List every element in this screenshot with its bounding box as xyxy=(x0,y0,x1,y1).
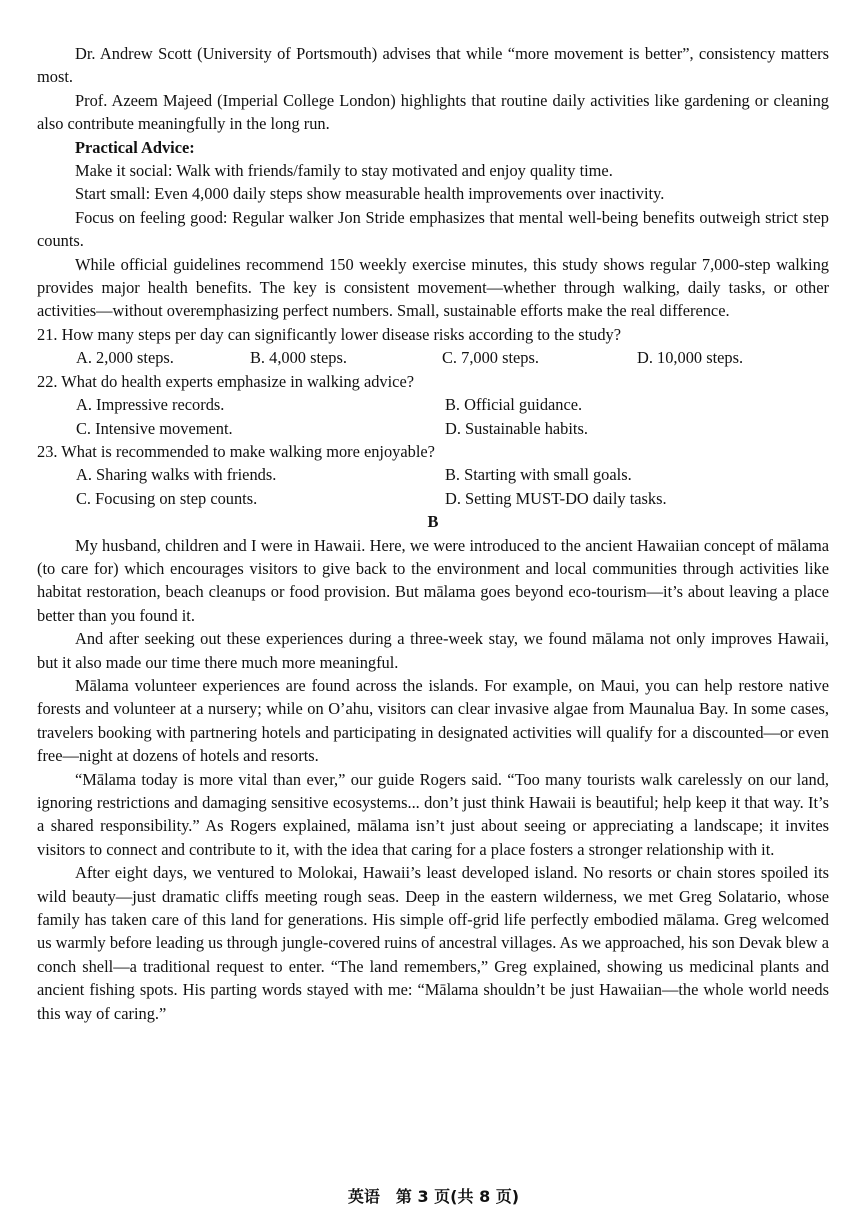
question-text: 22. What do health experts emphasize in walking advice? xyxy=(37,371,415,391)
options-row xyxy=(37,487,829,510)
paragraph-rogers: “Mālama today is more vital than ever,” our guide Rogers said. “Too many tourists walk carelessly on our land, ignoring restrictions and damaging sensitive ecosystems... don’t just think Hawaii is beautiful; help keep it that way. It’s a shared responsibility.” As Rogers explained, mālama isn’t just about seeing or appreciating a landscape; it invites visitors to connect and contribute to it, with the idea that caring for a place fosters a stronger relationship with it. xyxy=(37,769,829,859)
question-23 xyxy=(37,440,829,510)
option-a: A. Sharing walks with friends. xyxy=(76,465,277,485)
question-text: 23. What is recommended to make walking more enjoyable? xyxy=(37,441,435,461)
conclusion-paragraph: While official guidelines recommend 150 weekly exercise minutes, this study shows regular 7,000-step walking provides major health benefits. The key is consistent movement—whether through walking, daily tasks, or other activities—without overemphasizing perfect numbers. Small, sustainable efforts make the real difference. xyxy=(37,254,829,321)
question-22 xyxy=(37,370,829,440)
option-c: C. Focusing on step counts. xyxy=(76,488,258,508)
option-d: D. 10,000 steps. xyxy=(637,348,744,368)
paragraph-molokai: After eight days, we ventured to Molokai, Hawaii’s least developed island. No resorts or chain stores spoiled its wild beauty—just dramatic cliffs meeting rough seas. Deep in the eastern wilderness, we met Greg Solatario, whose family has taken care of this land for generations. His simple off-grid life perfectly embodied mālama. Greg welcomed us warmly before leading us through jungle-covered ruins of ancestral villages. As we approached, his son Devak blew a conch shell—a traditional request to enter. “The land remembers,” Greg explained, showing us medicinal plants and ancient fishing spots. His parting words stayed with me: “Mālama shouldn’t be just Hawaiian—the whole world needs this way of caring.” xyxy=(37,863,829,1023)
option-c: C. Intensive movement. xyxy=(76,418,233,438)
option-b: B. Starting with small goals. xyxy=(445,465,632,485)
option-a: A. Impressive records. xyxy=(76,395,225,415)
option-d: D. Setting MUST-DO daily tasks. xyxy=(445,488,667,508)
options-row xyxy=(37,463,829,486)
options-row xyxy=(37,393,829,416)
advice-item: Make it social: Walk with friends/family to stay motivated and enjoy quality time. xyxy=(75,161,613,181)
question-21 xyxy=(37,323,829,370)
option-d: D. Sustainable habits. xyxy=(445,418,588,438)
option-c: C. 7,000 steps. xyxy=(442,348,539,368)
question-text: 21. How many steps per day can significantly lower disease risks according to the study? xyxy=(37,324,621,344)
option-b: B. Official guidance. xyxy=(445,395,583,415)
paragraph-volunteer: Mālama volunteer experiences are found across the islands. For example, on Maui, you can help restore native forests and volunteer at a nursery; while on O’ahu, visitors can clear invasive algae from Maunalua Bay. In some cases, travelers booking with partnering hotels and participating in designated activities will qualify for a discounted—or even free—night at dozens of hotels and resorts. xyxy=(37,675,829,766)
section-heading: B xyxy=(427,512,439,532)
paragraph-three-week: And after seeking out these experiences during a three-week stay, we found mālama not only improves Hawaii, but it also made our time there much more meaningful. xyxy=(37,629,829,672)
paragraph-scott: Dr. Andrew Scott (University of Portsmouth) advises that while “more movement is better”, consistency matters most. xyxy=(37,44,829,87)
paragraph-majeed: Prof. Azeem Majeed (Imperial College London) highlights that routine daily activities like gardening or cleaning also contribute meaningfully in the long run. xyxy=(37,90,829,134)
option-a: A. 2,000 steps. xyxy=(76,348,174,368)
page-footer: 英语 第 3 页(共 8 页) xyxy=(347,1187,520,1206)
option-b: B. 4,000 steps. xyxy=(250,348,347,368)
options-row xyxy=(37,417,829,440)
options-row xyxy=(37,346,829,369)
advice-item: Focus on feeling good: Regular walker Jon Stride emphasizes that mental well-being benefits outweigh strict step counts. xyxy=(37,207,829,251)
advice-heading: Practical Advice: xyxy=(75,137,195,157)
paragraph-hawaii-intro: My husband, children and I were in Hawaii. Here, we were introduced to the ancient Hawaiian concept of mālama (to care for) which encourages visitors to give back to the environment and local communities through activities like habitat restoration, beach cleanups or food provision. But mālama goes beyond eco-tourism—it’s about leaving a place better than you found it. xyxy=(37,535,829,625)
advice-item: Start small: Even 4,000 daily steps show measurable health improvements over inactivity. xyxy=(75,184,665,204)
